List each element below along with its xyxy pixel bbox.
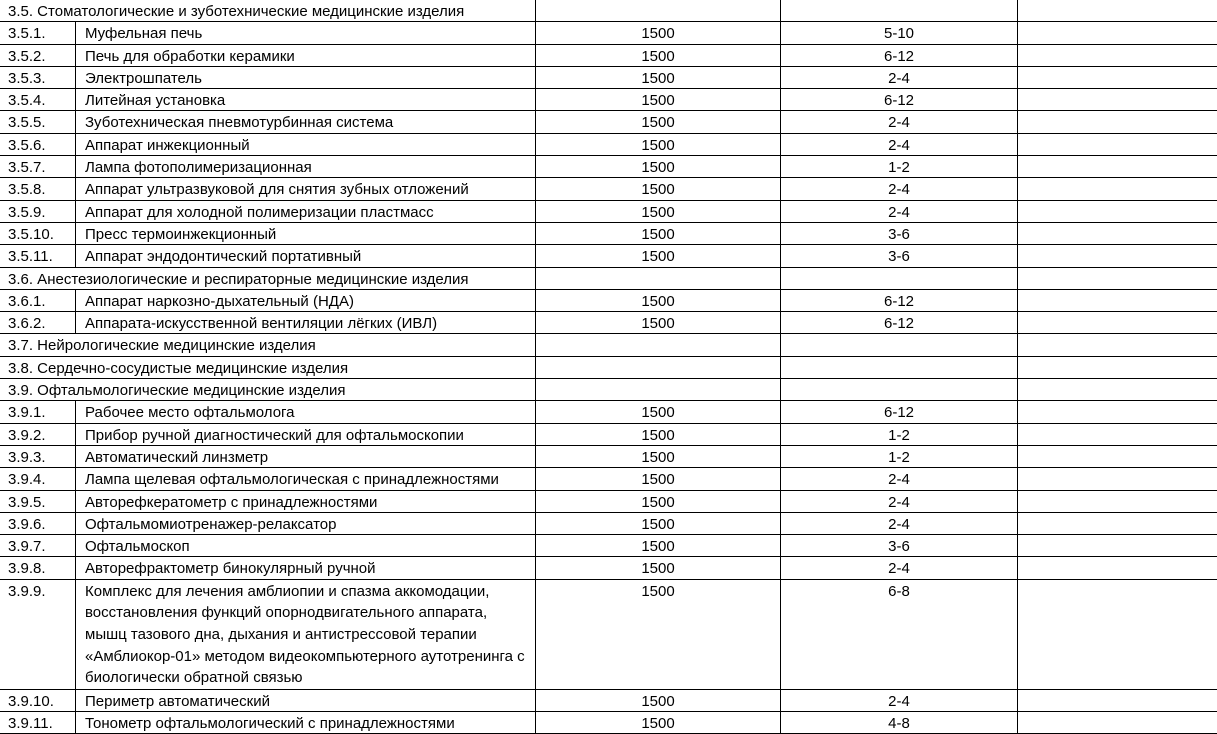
table-row xyxy=(0,178,1217,200)
rate-cell: 1500 xyxy=(536,424,781,445)
item-name: Зуботехническая пневмотурбинная система xyxy=(76,111,536,132)
empty-cell xyxy=(1018,357,1217,378)
empty-cell xyxy=(1018,690,1217,711)
rate-cell: 1500 xyxy=(536,178,781,199)
table-row xyxy=(0,513,1217,535)
rate-cell: 1500 xyxy=(536,712,781,733)
empty-cell xyxy=(1018,379,1217,400)
term-cell: 2-4 xyxy=(781,67,1018,88)
section-title: 3.8. Сердечно-сосудистые медицинские изделия xyxy=(0,357,536,378)
empty-cell xyxy=(1018,401,1217,422)
empty-cell xyxy=(1018,491,1217,512)
rate-cell xyxy=(536,334,781,355)
item-name: Муфельная печь xyxy=(76,22,536,43)
item-code: 3.9.2. xyxy=(0,424,76,445)
table-row xyxy=(0,290,1217,312)
item-name: Авторефкератометр с принадлежностями xyxy=(76,491,536,512)
item-code: 3.5.10. xyxy=(0,223,76,244)
item-name: Аппарат ультразвуковой для снятия зубных отложений xyxy=(76,178,536,199)
rate-cell: 1500 xyxy=(536,535,781,556)
rate-cell: 1500 xyxy=(536,312,781,333)
term-cell: 2-4 xyxy=(781,468,1018,489)
item-name: Пресс термоинжекционный xyxy=(76,223,536,244)
empty-cell xyxy=(1018,446,1217,467)
rate-cell: 1500 xyxy=(536,290,781,311)
item-name: Печь для обработки керамики xyxy=(76,45,536,66)
rate-cell xyxy=(536,357,781,378)
item-name: Лампа фотополимеризационная xyxy=(76,156,536,177)
empty-cell xyxy=(1018,513,1217,534)
rate-cell: 1500 xyxy=(536,401,781,422)
rate-cell xyxy=(536,268,781,289)
empty-cell xyxy=(1018,535,1217,556)
term-cell xyxy=(781,0,1018,21)
empty-cell xyxy=(1018,67,1217,88)
rate-cell xyxy=(536,379,781,400)
term-cell: 1-2 xyxy=(781,156,1018,177)
table-row xyxy=(0,424,1217,446)
term-cell: 2-4 xyxy=(781,201,1018,222)
item-name: Комплекс для лечения амблиопии и спазма аккомодации, восстановления функций опорнодвигательного аппарата, мышц тазового дна, дыхания и антистрессовой терапии «Амблиокор-01» методом видеокомпьютерного аутотренинга с биологически обратной связью xyxy=(76,580,536,689)
rate-cell: 1500 xyxy=(536,245,781,266)
term-cell: 3-6 xyxy=(781,245,1018,266)
rate-cell: 1500 xyxy=(536,111,781,132)
term-cell: 5-10 xyxy=(781,22,1018,43)
item-name: Аппарата-искусственной вентиляции лёгких (ИВЛ) xyxy=(76,312,536,333)
item-code: 3.5.2. xyxy=(0,45,76,66)
term-cell: 6-12 xyxy=(781,45,1018,66)
rate-cell: 1500 xyxy=(536,89,781,110)
empty-cell xyxy=(1018,178,1217,199)
term-cell: 6-12 xyxy=(781,312,1018,333)
table-row xyxy=(0,712,1217,734)
term-cell xyxy=(781,379,1018,400)
item-name: Тонометр офтальмологический с принадлежностями xyxy=(76,712,536,733)
item-name: Аппарат для холодной полимеризации пластмасс xyxy=(76,201,536,222)
table-row xyxy=(0,45,1217,67)
section-header-row xyxy=(0,0,1217,22)
term-cell: 6-8 xyxy=(781,580,1018,689)
term-cell xyxy=(781,268,1018,289)
item-code: 3.9.5. xyxy=(0,491,76,512)
rate-cell: 1500 xyxy=(536,446,781,467)
item-name: Автоматический линзметр xyxy=(76,446,536,467)
rate-cell: 1500 xyxy=(536,67,781,88)
item-code: 3.5.3. xyxy=(0,67,76,88)
empty-cell xyxy=(1018,334,1217,355)
item-name: Офтальмомиотренажер-релаксатор xyxy=(76,513,536,534)
item-code: 3.5.1. xyxy=(0,22,76,43)
rate-cell: 1500 xyxy=(536,690,781,711)
table-row xyxy=(0,67,1217,89)
item-code: 3.5.11. xyxy=(0,245,76,266)
item-code: 3.5.7. xyxy=(0,156,76,177)
item-code: 3.5.8. xyxy=(0,178,76,199)
rate-cell: 1500 xyxy=(536,513,781,534)
table-row xyxy=(0,134,1217,156)
item-name: Прибор ручной диагностический для офтальмоскопии xyxy=(76,424,536,445)
term-cell: 6-12 xyxy=(781,401,1018,422)
item-code: 3.6.2. xyxy=(0,312,76,333)
item-name: Аппарат наркозно-дыхательный (НДА) xyxy=(76,290,536,311)
table-row xyxy=(0,580,1217,690)
section-header-row xyxy=(0,357,1217,379)
item-name: Электрошпатель xyxy=(76,67,536,88)
rate-cell: 1500 xyxy=(536,491,781,512)
rate-cell: 1500 xyxy=(536,134,781,155)
term-cell xyxy=(781,357,1018,378)
table-row xyxy=(0,491,1217,513)
table-row xyxy=(0,223,1217,245)
table-row xyxy=(0,22,1217,44)
table-row xyxy=(0,111,1217,133)
item-code: 3.9.10. xyxy=(0,690,76,711)
item-code: 3.5.5. xyxy=(0,111,76,132)
rate-cell: 1500 xyxy=(536,45,781,66)
empty-cell xyxy=(1018,268,1217,289)
term-cell: 1-2 xyxy=(781,446,1018,467)
empty-cell xyxy=(1018,156,1217,177)
section-header-row xyxy=(0,379,1217,401)
empty-cell xyxy=(1018,0,1217,21)
rate-cell: 1500 xyxy=(536,468,781,489)
item-name: Аппарат инжекционный xyxy=(76,134,536,155)
table-row xyxy=(0,690,1217,712)
empty-cell xyxy=(1018,468,1217,489)
empty-cell xyxy=(1018,424,1217,445)
item-code: 3.9.1. xyxy=(0,401,76,422)
term-cell: 2-4 xyxy=(781,513,1018,534)
empty-cell xyxy=(1018,89,1217,110)
empty-cell xyxy=(1018,290,1217,311)
section-header-row xyxy=(0,334,1217,356)
term-cell: 2-4 xyxy=(781,557,1018,578)
item-code: 3.9.6. xyxy=(0,513,76,534)
empty-cell xyxy=(1018,201,1217,222)
section-header-row xyxy=(0,268,1217,290)
item-name: Авторефрактометр бинокулярный ручной xyxy=(76,557,536,578)
table-row xyxy=(0,401,1217,423)
table-row xyxy=(0,89,1217,111)
rate-cell: 1500 xyxy=(536,557,781,578)
empty-cell xyxy=(1018,245,1217,266)
rate-cell: 1500 xyxy=(536,580,781,689)
term-cell: 3-6 xyxy=(781,223,1018,244)
term-cell: 2-4 xyxy=(781,491,1018,512)
item-code: 3.9.8. xyxy=(0,557,76,578)
section-title: 3.9. Офтальмологические медицинские изделия xyxy=(0,379,536,400)
item-name: Рабочее место офтальмолога xyxy=(76,401,536,422)
section-title: 3.6. Анестезиологические и респираторные медицинские изделия xyxy=(0,268,536,289)
item-code: 3.5.6. xyxy=(0,134,76,155)
item-code: 3.9.7. xyxy=(0,535,76,556)
empty-cell xyxy=(1018,45,1217,66)
term-cell: 2-4 xyxy=(781,178,1018,199)
item-code: 3.9.3. xyxy=(0,446,76,467)
item-name: Периметр автоматический xyxy=(76,690,536,711)
rate-cell: 1500 xyxy=(536,22,781,43)
empty-cell xyxy=(1018,223,1217,244)
term-cell: 2-4 xyxy=(781,690,1018,711)
rate-cell: 1500 xyxy=(536,223,781,244)
item-name: Лампа щелевая офтальмологическая с принадлежностями xyxy=(76,468,536,489)
table-row xyxy=(0,312,1217,334)
rate-cell: 1500 xyxy=(536,156,781,177)
term-cell xyxy=(781,334,1018,355)
section-title: 3.5. Стоматологические и зуботехнические медицинские изделия xyxy=(0,0,536,21)
term-cell: 6-12 xyxy=(781,89,1018,110)
empty-cell xyxy=(1018,557,1217,578)
item-name: Офтальмоскоп xyxy=(76,535,536,556)
item-code: 3.9.9. xyxy=(0,580,76,689)
term-cell: 6-12 xyxy=(781,290,1018,311)
item-code: 3.5.9. xyxy=(0,201,76,222)
table-row xyxy=(0,201,1217,223)
table-row xyxy=(0,245,1217,267)
table-row xyxy=(0,535,1217,557)
table-row xyxy=(0,446,1217,468)
item-name: Аппарат эндодонтический портативный xyxy=(76,245,536,266)
section-title: 3.7. Нейрологические медицинские изделия xyxy=(0,334,536,355)
empty-cell xyxy=(1018,134,1217,155)
term-cell: 3-6 xyxy=(781,535,1018,556)
item-code: 3.9.4. xyxy=(0,468,76,489)
table-row xyxy=(0,156,1217,178)
item-code: 3.9.11. xyxy=(0,712,76,733)
empty-cell xyxy=(1018,312,1217,333)
item-code: 3.5.4. xyxy=(0,89,76,110)
table-row xyxy=(0,468,1217,490)
term-cell: 2-4 xyxy=(781,134,1018,155)
item-name: Литейная установка xyxy=(76,89,536,110)
term-cell: 2-4 xyxy=(781,111,1018,132)
term-cell: 1-2 xyxy=(781,424,1018,445)
empty-cell xyxy=(1018,22,1217,43)
empty-cell xyxy=(1018,111,1217,132)
rate-cell xyxy=(536,0,781,21)
empty-cell xyxy=(1018,712,1217,733)
table-row xyxy=(0,557,1217,579)
term-cell: 4-8 xyxy=(781,712,1018,733)
rate-cell: 1500 xyxy=(536,201,781,222)
empty-cell xyxy=(1018,580,1217,689)
item-code: 3.6.1. xyxy=(0,290,76,311)
